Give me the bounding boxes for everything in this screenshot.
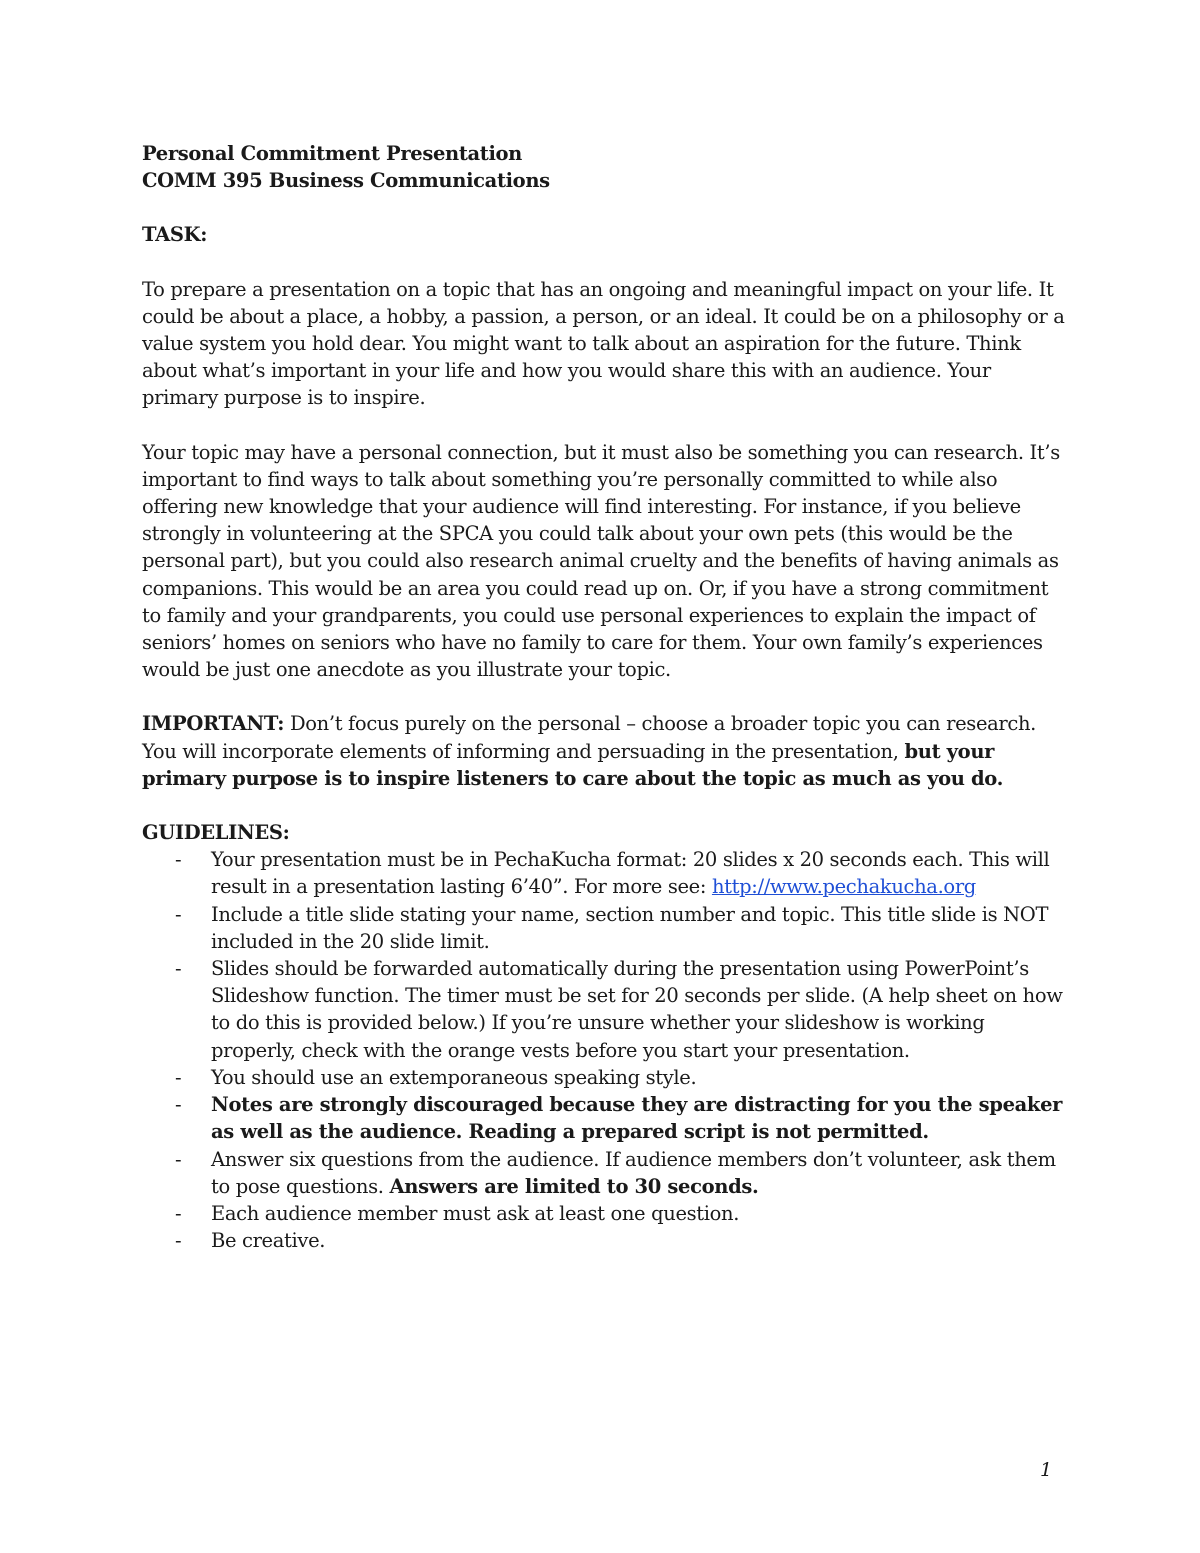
bullet-dash: - [175, 848, 182, 872]
bullet-dash: - [175, 1147, 182, 1171]
bullet-dash: - [175, 1065, 182, 1089]
guideline-text-bold: Answers are limited to 30 seconds. [389, 1174, 759, 1198]
document-title: Personal Commitment Presentation [142, 142, 522, 165]
important-text: Don’t focus purely on the personal – choose a broader topic you can research. You will incorporate elements of informing and persuading in the presentation, [142, 712, 1037, 763]
bullet-dash: - [175, 1229, 182, 1253]
guideline-text: Slides should be forwarded automatically during the presentation using PowerPoint’s Slideshow function. The timer must be set for 20 seconds per slide. (A help sheet on how to do this is provided below.) If you’re unsure whether your slideshow is working properly, check with the orange vests before you start your presentation. [211, 957, 1063, 1062]
list-item [142, 1146, 1072, 1200]
bullet-dash: - [175, 1201, 182, 1225]
document-page [142, 140, 1072, 1254]
list-item [142, 846, 1072, 900]
course-name: COMM 395 Business Communications [142, 169, 550, 193]
bullet-dash: - [175, 957, 182, 981]
task-paragraph-2: Your topic may have a personal connection, but it must also be something you can research. It’s important to find ways to talk about something you’re personally committed to while also offering new knowledge that your audience will find interesting. For instance, if you believe strongly in volunteering at the SPCA you could talk about your own pets (this would be the personal part), but you could also research animal cruelty and the benefits of having animals as companions. This would be an area you could read up on. Or, if you have a strong commitment to family and your grandparents, you could use personal experiences to explain the impact of seniors’ homes on seniors who have no family to care for them. Your own family’s experiences would be just one anecdote as you illustrate your topic. [142, 440, 1060, 682]
guidelines-heading: GUIDELINES: [142, 821, 290, 845]
important-bold-text: but your primary purpose is to inspire listeners to care about the topic as much as you do. [142, 739, 1004, 790]
bullet-dash: - [175, 902, 182, 926]
guideline-text: You should use an extemporaneous speaking style. [211, 1065, 697, 1089]
guideline-text: Your presentation must be in PechaKucha format: 20 slides x 20 seconds each. This will result in a presentation lasting 6’40”. For more see: [211, 848, 1050, 899]
guideline-text: Be creative. [211, 1229, 326, 1253]
task-paragraph-1: To prepare a presentation on a topic that has an ongoing and meaningful impact on your life. It could be about a place, a hobby, a passion, a person, or an ideal. It could be on a philosophy or a value system you hold dear. You might want to talk about an aspiration for the future. Think about what’s important in your life and how you would share this with an audience. Your primary purpose is to inspire. [142, 277, 1065, 410]
guideline-text-bold: Notes are strongly discouraged because they are distracting for you the speaker as well as the audience. Reading a prepared script is not permitted. [211, 1093, 1063, 1144]
list-item [142, 1064, 1072, 1091]
bullet-dash: - [175, 1093, 182, 1117]
guideline-text: Include a title slide stating your name, section number and topic. This title slide is NOT included in the 20 slide limit. [211, 902, 1049, 953]
pechakucha-link[interactable]: http://www.pechakucha.org [711, 875, 976, 899]
guideline-text: Answer six questions from the audience. If audience members don’t volunteer, ask them to pose questions. [211, 1147, 1056, 1198]
task-heading: TASK: [142, 223, 208, 247]
page-number: 1 [1040, 1459, 1053, 1481]
list-item [142, 901, 1072, 955]
list-item [142, 955, 1072, 1064]
list-item [142, 1200, 1072, 1227]
guideline-text: Each audience member must ask at least one question. [211, 1201, 740, 1225]
important-paragraph [142, 710, 1072, 792]
guidelines-list [142, 846, 1072, 1254]
important-label: IMPORTANT: [142, 712, 285, 736]
list-item [142, 1227, 1072, 1254]
list-item [142, 1091, 1072, 1145]
